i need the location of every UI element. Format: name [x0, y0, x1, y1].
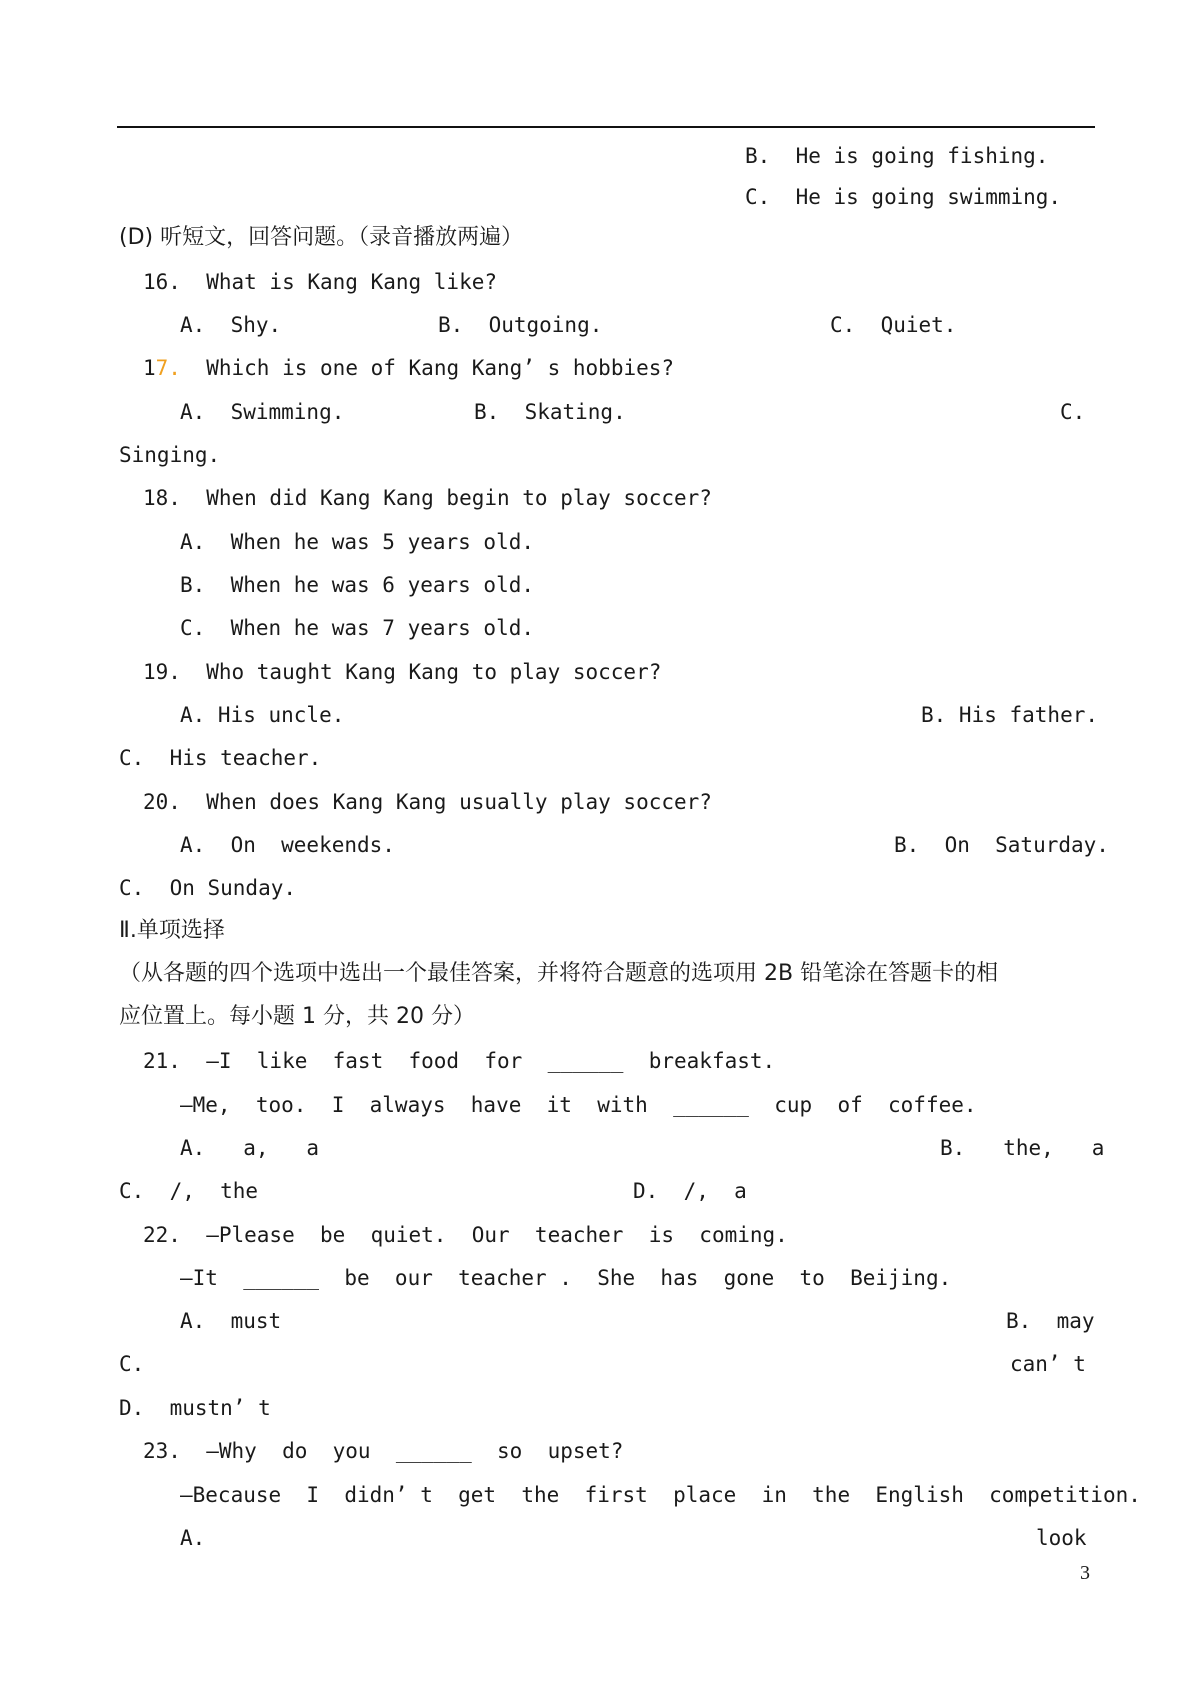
q19-option-c: C. His teacher.	[119, 746, 322, 770]
q17-option-c-text: Singing.	[119, 443, 221, 467]
q22-option-a: A. must	[180, 1309, 282, 1333]
q22-option-c: C.	[119, 1352, 145, 1376]
question-17-number: 1	[143, 356, 156, 380]
q16-option-b: B. Outgoing.	[438, 313, 603, 337]
q21-option-b: B. the, a	[940, 1136, 1105, 1160]
question-21-reply: —Me, too. I always have it with ______ cup of coffee.	[180, 1093, 977, 1117]
question-17	[143, 354, 674, 382]
q23-option-a: A.	[180, 1526, 206, 1550]
q21-option-d: D. /, a	[633, 1179, 747, 1203]
section-d-title: (D) 听短文，回答问题。（录音播放两遍）	[119, 225, 524, 250]
q22-option-d: D. mustn’ t	[119, 1396, 271, 1420]
section-2-instructions-line-2: 应位置上。每小题 1 分，共 20 分）	[119, 1004, 475, 1029]
q20-option-c: C. On Sunday.	[119, 876, 297, 900]
question-17-number-tail: 7.	[155, 356, 181, 380]
q17-option-a: A. Swimming.	[180, 400, 345, 424]
q18-option-c: C. When he was 7 years old.	[180, 616, 535, 640]
q17-option-c: C.	[1060, 400, 1086, 424]
question-22: 22. —Please be quiet. Our teacher is coming.	[143, 1223, 788, 1247]
q20-option-b: B. On Saturday.	[894, 833, 1109, 857]
section-2-instructions-line-1: （从各题的四个选项中选出一个最佳答案，并将符合题意的选项用 2B 铅笔涂在答题卡的相	[119, 961, 999, 986]
prev-option-b: B. He is going fishing.	[745, 144, 1049, 168]
q22-option-c-text: can’ t	[1010, 1352, 1086, 1376]
question-17-text: Which is one of Kang Kang’ s hobbies?	[180, 356, 675, 380]
q22-option-b: B. may	[1006, 1309, 1095, 1333]
q18-option-b: B. When he was 6 years old.	[180, 573, 535, 597]
q16-option-a: A. Shy.	[180, 313, 282, 337]
question-23-reply: —Because I didn’ t get the first place in the English competition.	[180, 1483, 1141, 1507]
page-number: 3	[1080, 1562, 1090, 1584]
prev-option-c: C. He is going swimming.	[745, 185, 1062, 209]
question-16: 16. What is Kang Kang like?	[143, 270, 498, 294]
q20-option-a: A. On weekends.	[180, 833, 395, 857]
q17-option-b: B. Skating.	[474, 400, 626, 424]
q19-option-b: B. His father.	[921, 703, 1099, 727]
section-2-title: Ⅱ.单项选择	[119, 918, 225, 943]
q19-option-a: A. His uncle.	[180, 703, 345, 727]
q16-option-c: C. Quiet.	[830, 313, 957, 337]
q21-option-c: C. /, the	[119, 1179, 259, 1203]
q18-option-a: A. When he was 5 years old.	[180, 530, 535, 554]
question-22-reply: —It ______ be our teacher . She has gone to Beijing.	[180, 1266, 952, 1290]
q21-option-a: A. a, a	[180, 1136, 320, 1160]
question-20: 20. When does Kang Kang usually play soccer?	[143, 790, 712, 814]
q23-option-a-text: look	[1036, 1526, 1087, 1550]
header-rule	[117, 126, 1095, 128]
question-21: 21. —I like fast food for ______ breakfast.	[143, 1049, 776, 1073]
question-23: 23. —Why do you ______ so upset?	[143, 1439, 624, 1463]
question-18: 18. When did Kang Kang begin to play soccer?	[143, 486, 712, 510]
question-19: 19. Who taught Kang Kang to play soccer?	[143, 660, 662, 684]
